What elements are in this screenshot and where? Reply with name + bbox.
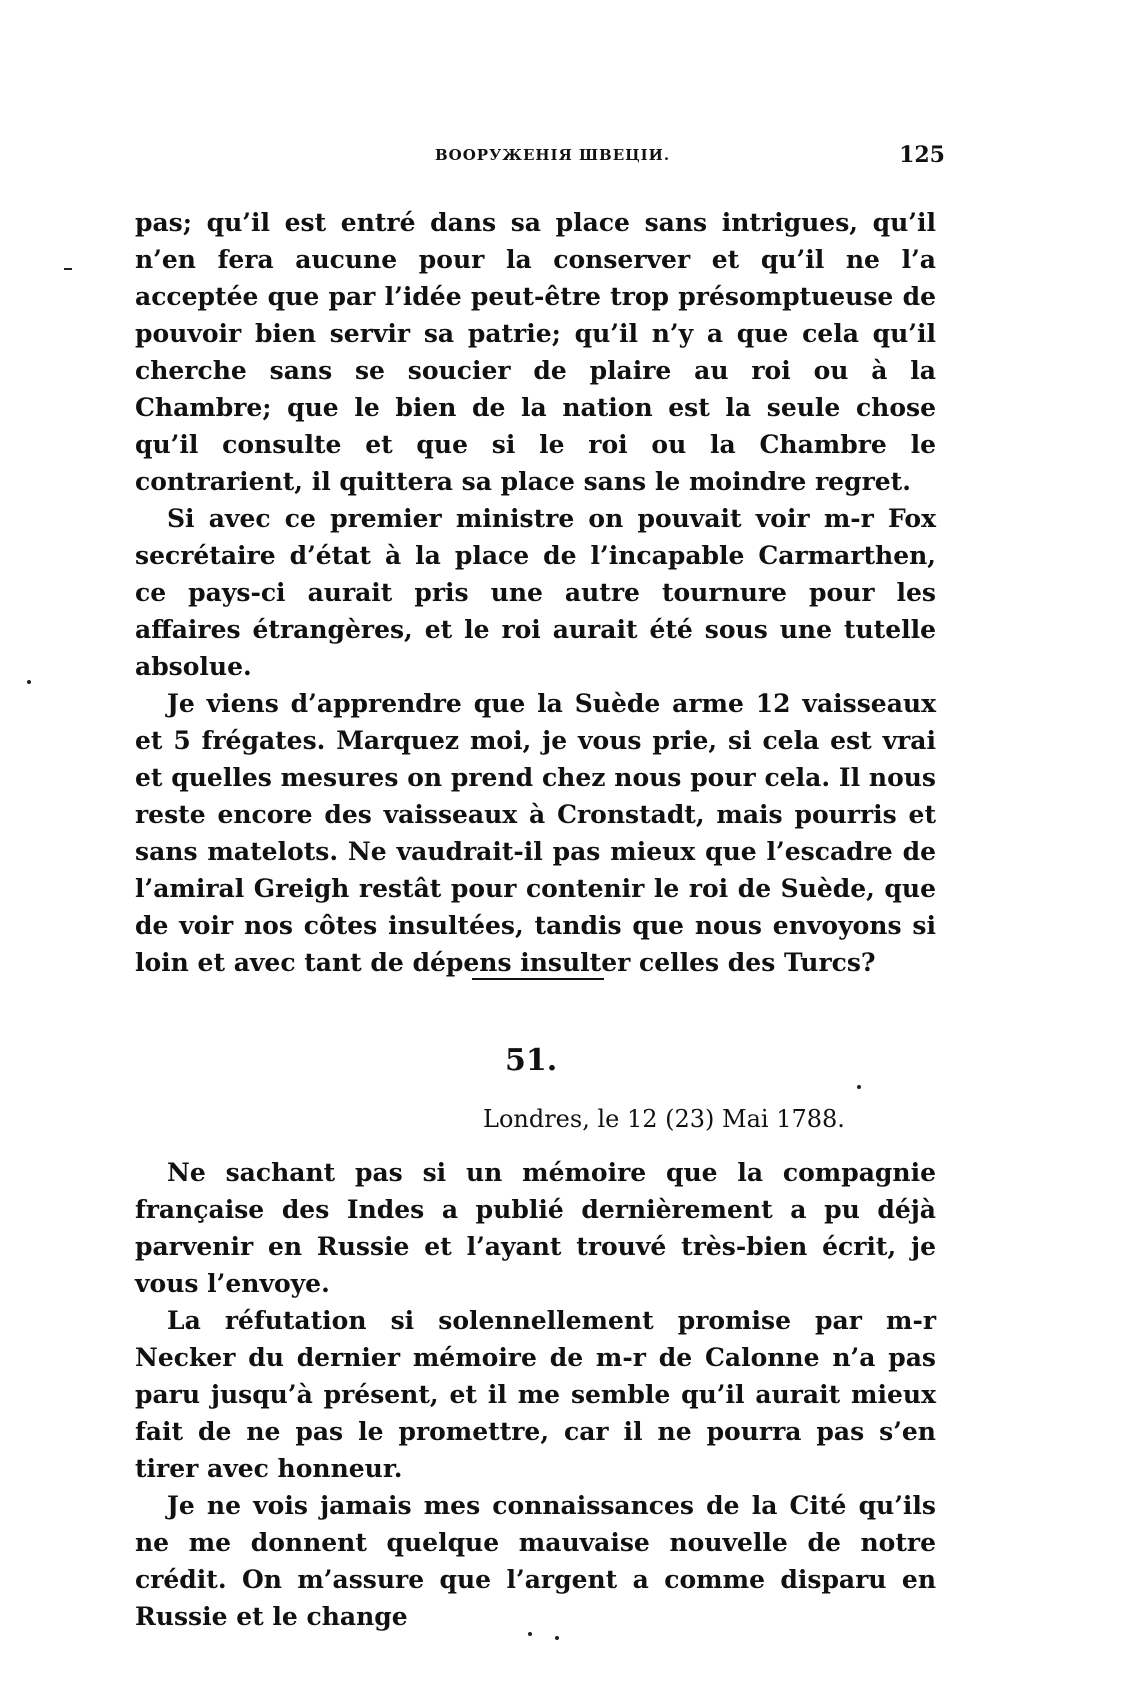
letter-dateline: Londres, le 12 (23) Mai 1788. xyxy=(483,1105,845,1133)
margin-mark xyxy=(27,680,31,684)
running-title: ВООРУЖЕНІЯ ШВЕЦІИ. xyxy=(435,146,671,164)
stray-mark xyxy=(528,1632,532,1636)
paragraph: La réfutation si solennellement promise par m-r Necker du dernier mémoire de m-r de Calonne n’a pas paru jusqu’à présent, et il me semble qu’il aurait mieux fait de ne pas le promettre, car il ne pourra pas s’en tirer avec honneur. xyxy=(135,1306,936,1483)
running-head xyxy=(135,142,945,176)
letter-body xyxy=(135,1154,936,1635)
paragraph: pas; qu’il est entré dans sa place sans intrigues, qu’il n’en fera aucune pour la conserver et qu’il ne l’a acceptée que par l’idée peut-être trop présomptueuse de pouvoir bien servir sa patrie; qu’il n’y a que cela qu’il cherche sans se soucier de plaire au roi ou à la Chambre; que le bien de la nation est la seule chose qu’il consulte et que si le roi ou la Chambre le contrarient, il quittera sa place sans le moindre regret. xyxy=(135,208,936,496)
section-divider xyxy=(472,978,604,980)
paragraph: Je ne vois jamais mes connaissances de la Cité qu’ils ne me donnent quelque mauvaise nouvelle de notre crédit. On m’assure que l’argent a comme disparu en Russie et le change xyxy=(135,1491,936,1631)
paragraph: Ne sachant pas si un mémoire que la compagnie française des Indes a publié dernièrement a pu déjà parvenir en Russie et l’ayant trouvé très-bien écrit, je vous l’envoye. xyxy=(135,1158,936,1298)
letter-continuation xyxy=(135,204,936,981)
stray-mark xyxy=(555,1636,559,1640)
margin-mark xyxy=(64,268,72,270)
stray-mark xyxy=(857,1085,861,1089)
paragraph: Si avec ce premier ministre on pouvait voir m-r Fox secrétaire d’état à la place de l’incapable Carmarthen, ce pays-ci aurait pris une autre tournure pour les affaires étrangères, et le roi aurait été sous une tutelle absolue. xyxy=(135,504,936,681)
letter-number: 51. xyxy=(505,1043,558,1078)
paragraph: Je viens d’apprendre que la Suède arme 12 vaisseaux et 5 frégates. Marquez moi, je vous prie, si cela est vrai et quelles mesures on prend chez nous pour cela. Il nous reste encore des vaisseaux à Cronstadt, mais pourris et sans matelots. Ne vaudrait-il pas mieux que l’escadre de l’amiral Greigh restât pour contenir le roi de Suède, que de voir nos côtes insultées, tandis que nous envoyons si loin et avec tant de dépens insulter celles des Turcs? xyxy=(135,689,936,977)
page-number: 125 xyxy=(899,142,945,168)
